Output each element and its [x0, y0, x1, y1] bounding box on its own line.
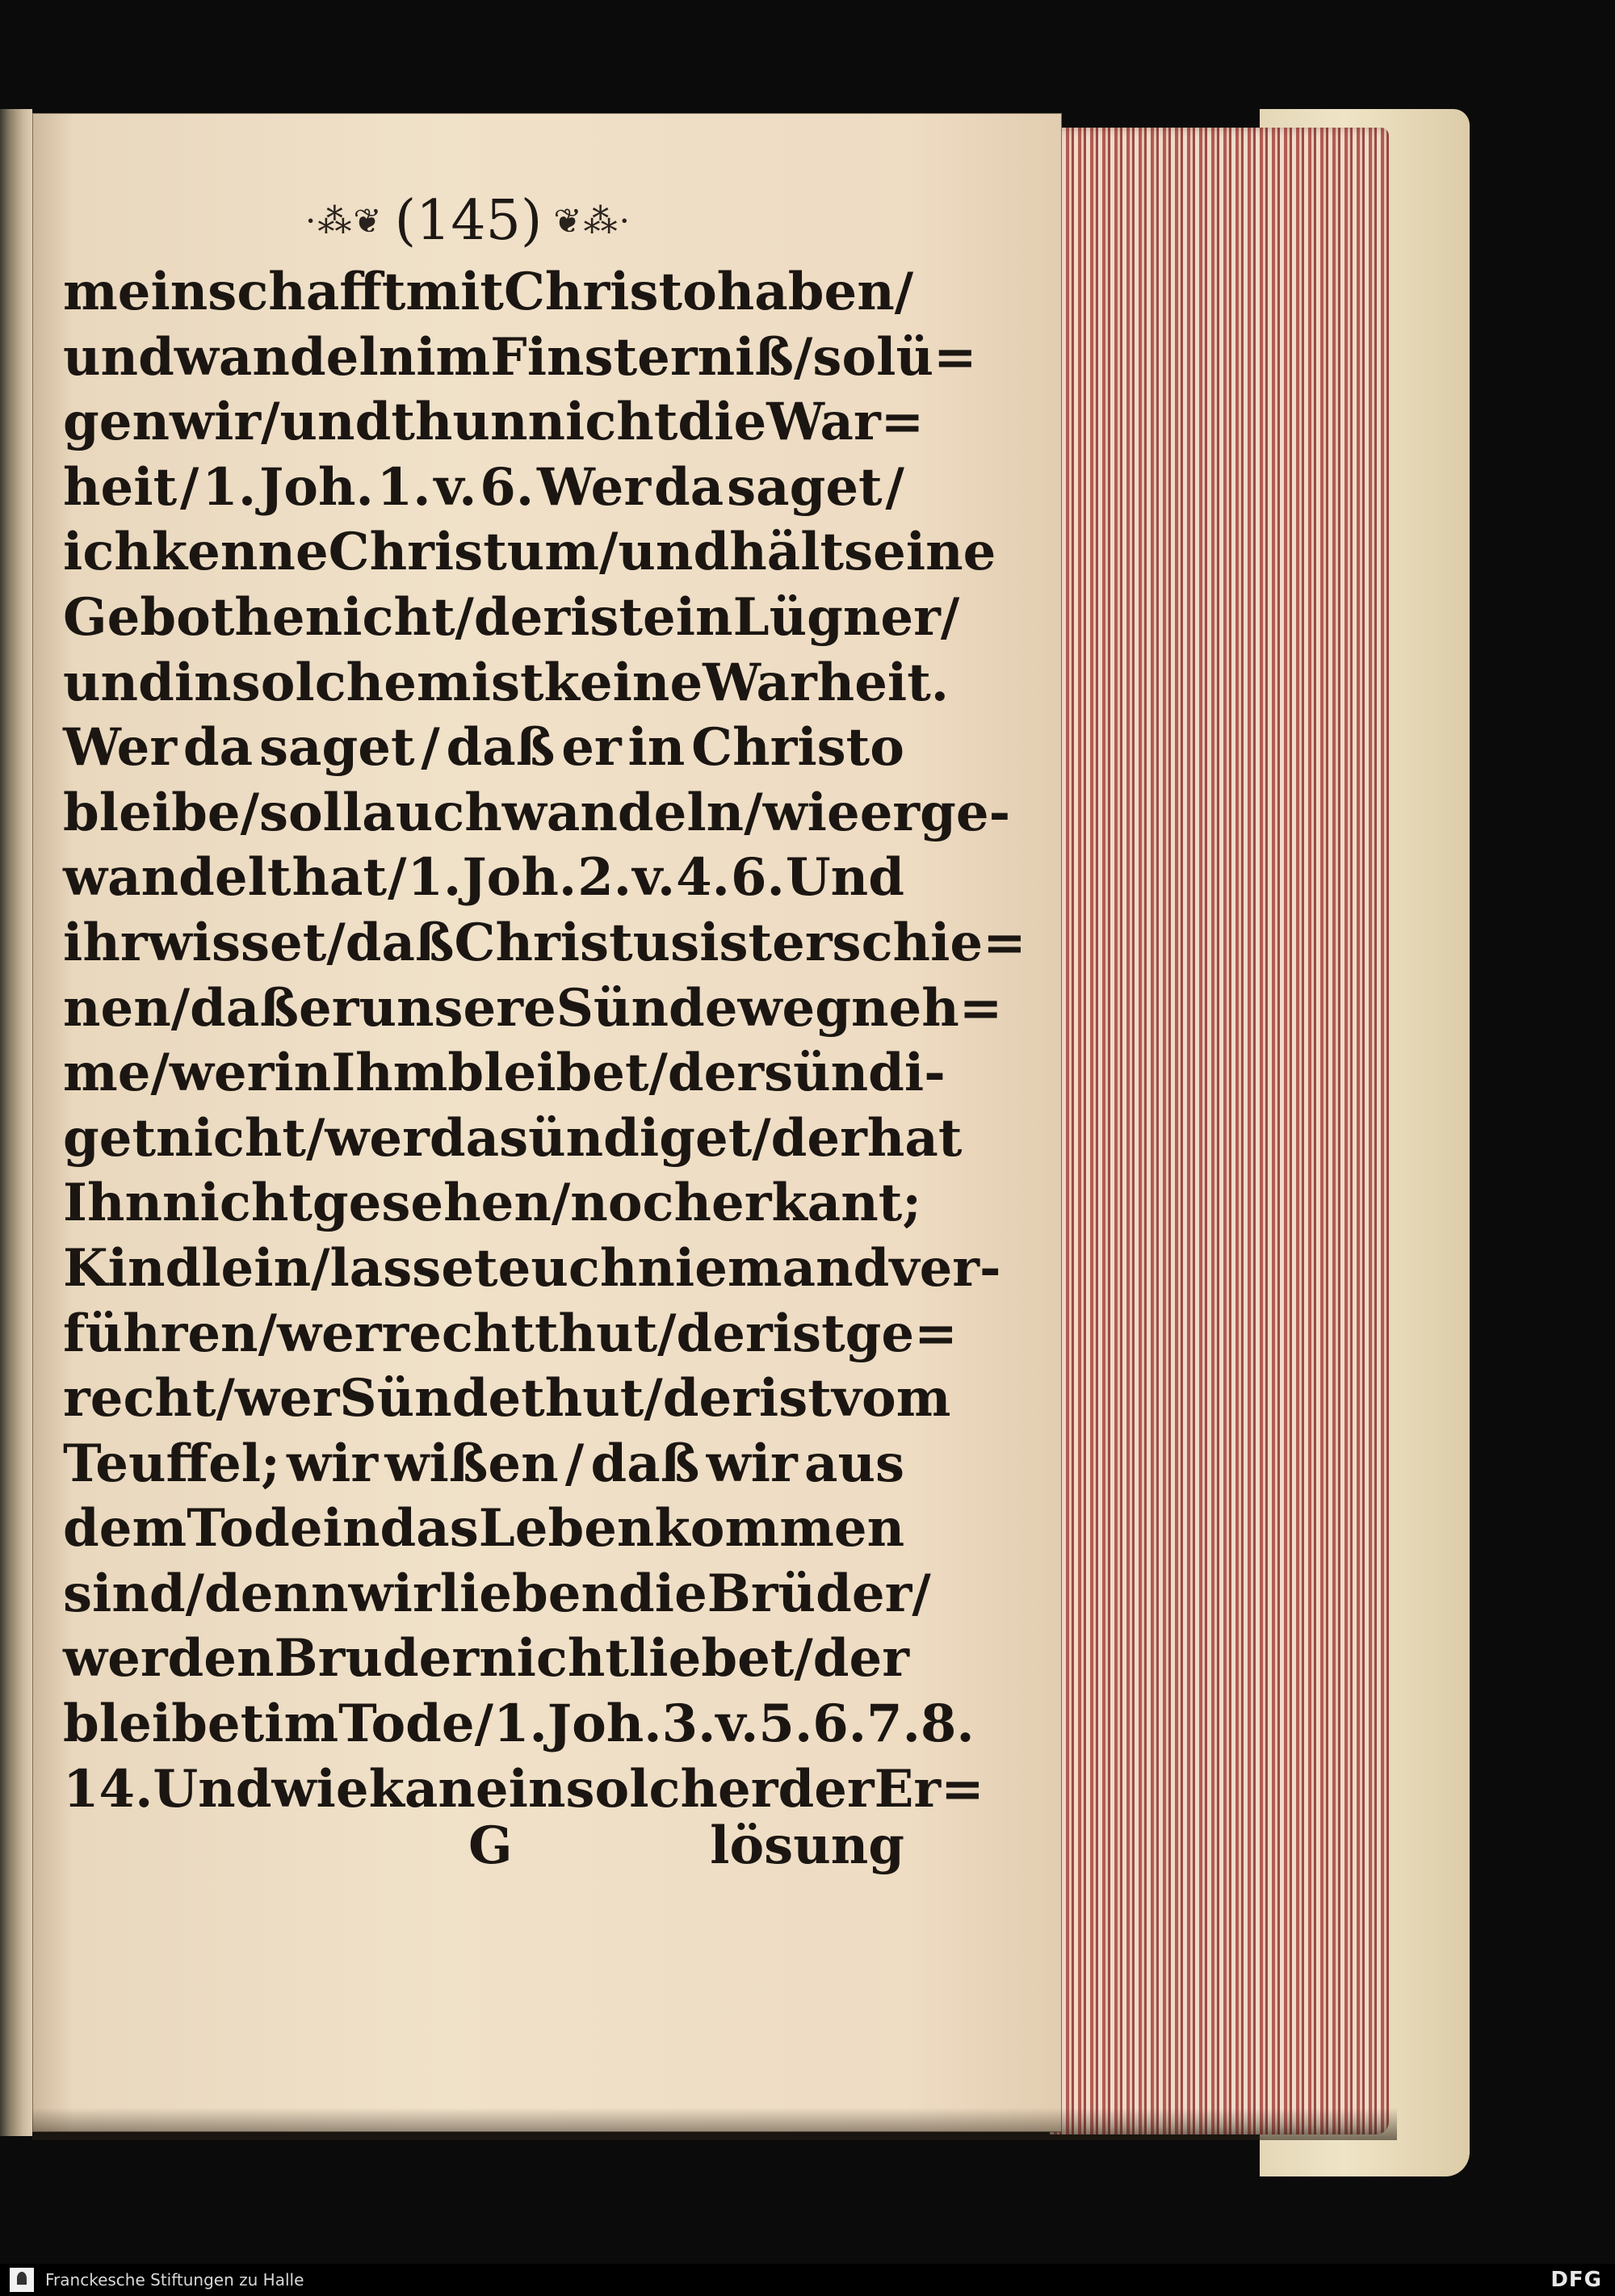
text-line — [63, 781, 1011, 846]
word: bleibet — [63, 1694, 265, 1755]
word: Leben — [478, 1498, 655, 1559]
word: Er= — [874, 1758, 984, 1820]
word: 6. — [480, 456, 535, 518]
word: Ihm — [331, 1043, 448, 1104]
word: kenne — [151, 522, 329, 583]
word: sündi- — [764, 1043, 946, 1104]
word: / — [170, 977, 191, 1039]
word: 1. — [202, 456, 257, 518]
ornament-left-icon: ·⁂❦ — [305, 200, 384, 241]
catchword: lösung — [710, 1815, 904, 1876]
word: nen — [63, 977, 171, 1039]
word: / — [388, 847, 407, 909]
word: ist — [570, 586, 643, 648]
word: unsere — [359, 977, 556, 1039]
word: hält — [729, 522, 845, 583]
word: 4. — [676, 847, 730, 909]
word: wir — [286, 1433, 379, 1494]
word: Christum — [328, 522, 599, 583]
word: Christus — [454, 912, 700, 973]
word: Brüder — [707, 1563, 912, 1624]
word: in — [174, 652, 232, 713]
word: heit — [63, 456, 178, 518]
text-line — [63, 1432, 904, 1497]
word: wer — [276, 1303, 382, 1364]
word: Christo — [691, 717, 904, 779]
word: / — [240, 782, 259, 843]
word: / — [894, 262, 914, 322]
text-line — [63, 1627, 909, 1692]
word: v. — [434, 456, 477, 518]
word: in — [627, 717, 686, 779]
word: der — [473, 586, 571, 648]
word: keine — [543, 652, 703, 713]
word: kan — [368, 1758, 476, 1820]
word: / — [216, 1368, 235, 1429]
word: 7. — [866, 1694, 921, 1755]
word: / — [258, 1303, 277, 1364]
word: und — [618, 522, 730, 583]
word: 6. — [731, 847, 785, 909]
word: ist — [699, 912, 773, 973]
body-text — [63, 260, 1026, 1822]
word: Joh. — [547, 1694, 662, 1755]
word: Wer — [536, 456, 652, 518]
word: Warheit. — [703, 652, 950, 713]
text-line — [63, 1236, 1001, 1302]
word: er — [299, 977, 359, 1039]
word: / — [657, 1303, 677, 1364]
word: / — [564, 1433, 585, 1494]
word: Wer — [63, 717, 178, 779]
word: Joh. — [258, 456, 374, 518]
word: wir — [706, 1433, 798, 1494]
word: daß — [190, 977, 299, 1039]
word: sündiget — [499, 1107, 753, 1169]
word: / — [305, 1107, 325, 1169]
word: und — [279, 392, 392, 453]
word: 3. — [661, 1694, 716, 1755]
word: hat — [292, 847, 388, 909]
text-line — [63, 325, 977, 391]
word: aus — [803, 1433, 904, 1494]
word: niemand — [637, 1237, 890, 1299]
word: wie — [271, 1758, 369, 1820]
word: Tode — [338, 1694, 475, 1755]
word: thun — [391, 392, 528, 453]
word: wißen — [384, 1433, 559, 1494]
word: wisset — [147, 912, 327, 973]
word: / — [551, 1173, 571, 1234]
word: bleibe — [63, 782, 241, 843]
word: Gebothe — [63, 586, 305, 648]
word: hat — [866, 1107, 963, 1169]
word: daß — [345, 912, 455, 973]
word: erkant; — [711, 1173, 921, 1234]
book-spine-edge — [0, 109, 32, 2136]
word: das — [380, 1498, 479, 1559]
word: v. — [632, 847, 676, 909]
word: da — [429, 1107, 500, 1169]
text-line — [63, 1041, 946, 1106]
word: wer — [63, 1628, 168, 1689]
word: ich — [63, 522, 152, 583]
signature-mark: G — [468, 1815, 513, 1876]
word: liebet — [628, 1628, 795, 1689]
word: wir — [348, 1563, 440, 1624]
word: / — [474, 1694, 493, 1755]
word: der — [667, 1043, 765, 1104]
word: da — [182, 717, 254, 779]
word: / — [311, 1237, 330, 1299]
word: die — [619, 1563, 707, 1624]
word: Sünde — [556, 977, 738, 1039]
word: wer — [325, 1107, 430, 1169]
word: nicht — [162, 1173, 313, 1234]
word: der — [770, 1107, 867, 1169]
word: nicht — [527, 392, 678, 453]
word: soll — [258, 782, 363, 843]
text-line — [63, 1302, 958, 1367]
word: wandeln — [501, 782, 745, 843]
word: der — [812, 1628, 909, 1689]
word: führen — [63, 1303, 258, 1364]
word: solcher — [565, 1758, 778, 1820]
word: der — [662, 1368, 759, 1429]
text-line — [63, 651, 950, 716]
word: seine — [844, 522, 996, 583]
text-line — [63, 260, 914, 325]
word: Und — [153, 1758, 272, 1820]
word: ist — [772, 1303, 845, 1364]
word: / — [794, 1628, 813, 1689]
word: sind — [63, 1563, 186, 1624]
footer-bar — [0, 2264, 1615, 2296]
word: Christo — [503, 262, 717, 322]
word: Tode — [187, 1498, 323, 1559]
text-line — [63, 976, 1003, 1042]
word: lasset — [329, 1237, 498, 1299]
word: 2. — [577, 847, 632, 909]
word: / — [940, 586, 960, 648]
word: solchem — [231, 652, 472, 713]
word: get — [63, 1107, 157, 1169]
institution-logo-icon — [10, 2268, 34, 2292]
word: / — [599, 522, 619, 583]
word: und — [63, 326, 174, 388]
word: thut — [521, 1368, 644, 1429]
word: daß — [590, 1433, 700, 1494]
word: saget — [258, 717, 415, 779]
word: im — [416, 326, 491, 388]
word: mit — [405, 262, 504, 322]
word: wandeln — [174, 326, 417, 388]
word: lieben — [439, 1563, 619, 1624]
word: Lügner — [732, 586, 941, 648]
word: ein — [643, 586, 733, 648]
word: erschie= — [772, 912, 1026, 973]
word: daß — [446, 717, 556, 779]
word: nicht — [156, 1107, 306, 1169]
word: ein — [475, 1758, 566, 1820]
catchword-line — [468, 1809, 904, 1882]
word: Ihn — [63, 1173, 162, 1234]
word: ist — [758, 1368, 832, 1429]
word: recht — [381, 1303, 535, 1364]
text-line — [63, 390, 925, 455]
word: thut — [534, 1303, 658, 1364]
word: wegneh= — [737, 977, 1003, 1039]
word: der — [676, 1303, 773, 1364]
page-edges-block — [1050, 128, 1389, 2134]
word: / — [326, 912, 346, 973]
text-line — [63, 1106, 963, 1172]
word: nicht — [304, 586, 455, 648]
text-line — [63, 1366, 951, 1432]
word: so — [812, 326, 877, 388]
institution-name: Franckesche Stiftungen zu Halle — [45, 2270, 304, 2290]
word: in — [274, 1043, 332, 1104]
word: v. — [715, 1694, 759, 1755]
text-line — [63, 586, 960, 651]
word: vom — [831, 1368, 951, 1429]
ornament-right-icon: ❦⁂· — [553, 200, 631, 241]
word: bleibet — [447, 1043, 649, 1104]
word: gen — [63, 392, 170, 453]
word: und — [63, 652, 174, 713]
word: den — [167, 1628, 275, 1689]
word: in — [322, 1498, 380, 1559]
word: er — [561, 717, 622, 779]
word: ge= — [845, 1303, 958, 1364]
text-line — [63, 846, 904, 911]
funder-logo: DFG — [1550, 2268, 1602, 2292]
word: Joh. — [462, 847, 577, 909]
word: Und — [785, 847, 904, 909]
word: War= — [766, 392, 925, 453]
text-line — [63, 1562, 931, 1627]
word: / — [644, 1368, 663, 1429]
word: 5. — [758, 1694, 813, 1755]
word: wer — [169, 1043, 275, 1104]
word: Finsterniß — [490, 326, 795, 388]
word: euch — [497, 1237, 638, 1299]
word: der — [778, 1758, 875, 1820]
text-line — [63, 716, 904, 781]
word: er — [859, 782, 921, 843]
text-line — [63, 1171, 921, 1236]
word: nicht — [479, 1628, 629, 1689]
word: 6. — [812, 1694, 867, 1755]
word: me — [63, 1043, 151, 1104]
word: dem — [63, 1498, 187, 1559]
text-line — [63, 911, 1026, 976]
word: noch — [570, 1173, 711, 1234]
word: wer — [234, 1368, 340, 1429]
word: wir — [170, 392, 262, 453]
word: / — [180, 456, 199, 518]
text-line — [63, 1496, 904, 1562]
word: saget — [727, 456, 883, 518]
word: / — [421, 717, 440, 779]
word: / — [794, 326, 813, 388]
word: ihr — [63, 912, 148, 973]
page-number: (145) — [394, 188, 543, 253]
word: 1. — [407, 847, 462, 909]
word: lü= — [876, 326, 977, 388]
word: 1. — [493, 1694, 547, 1755]
word: ist — [471, 652, 544, 713]
word: Sünde — [339, 1368, 522, 1429]
word: ver- — [889, 1237, 1001, 1299]
word: / — [261, 392, 280, 453]
word: / — [744, 782, 763, 843]
word: wie — [762, 782, 860, 843]
word: kommen — [654, 1498, 905, 1559]
word: denn — [204, 1563, 349, 1624]
word: 14. — [63, 1758, 153, 1820]
text-line — [63, 1692, 975, 1757]
word: ge- — [920, 782, 1011, 843]
text-line — [63, 455, 904, 521]
text-line — [63, 520, 996, 586]
page-header — [275, 184, 662, 257]
page-shadow — [32, 2108, 1397, 2140]
word: / — [455, 586, 474, 648]
word: auch — [362, 782, 502, 843]
word: / — [912, 1563, 931, 1624]
word: Bruder — [274, 1628, 480, 1689]
word: / — [185, 1563, 204, 1624]
word: haben — [716, 262, 895, 322]
word: / — [885, 456, 904, 518]
word: gesehen — [312, 1173, 552, 1234]
word: / — [150, 1043, 170, 1104]
word: die — [677, 392, 767, 453]
word: / — [752, 1107, 771, 1169]
word: / — [648, 1043, 668, 1104]
word: meinschafft — [63, 262, 406, 322]
word: Teuffel; — [63, 1433, 280, 1494]
word: da — [653, 456, 724, 518]
word: Kindlein — [63, 1237, 312, 1299]
word: 1. — [376, 456, 431, 518]
word: wandelt — [63, 847, 292, 909]
word: im — [264, 1694, 339, 1755]
word: recht — [63, 1368, 216, 1429]
word: 8. — [920, 1694, 975, 1755]
